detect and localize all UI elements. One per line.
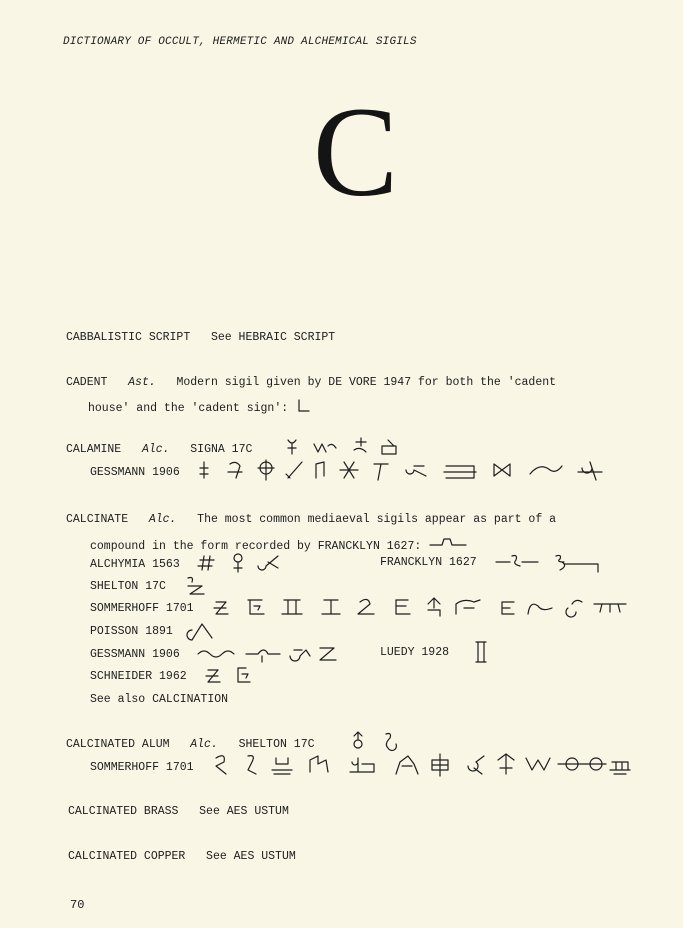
entry-source: SOMMERHOFF 1701: [90, 602, 194, 615]
calcinate-luedy: [380, 646, 449, 659]
calcinate-sigils-gessmann: [196, 642, 346, 666]
francklyn-sigil: [428, 536, 468, 550]
entry-text: house' and the 'cadent sign':: [88, 402, 289, 415]
entry-source: SIGNA 17C: [190, 443, 253, 456]
entry-source: LUEDY 1928: [380, 646, 450, 659]
entry-source: GESSMANN 1906: [90, 466, 180, 479]
section-letter: C: [312, 81, 399, 223]
entry-crossref: See HEBRAIC SCRIPT: [210, 331, 336, 344]
entry-category: Ast.: [128, 376, 156, 389]
calcinate-sigil-poisson: [184, 620, 218, 642]
running-header: DICTIONARY OF OCCULT, HERMETIC AND ALCHEMICAL SIGILS: [63, 36, 417, 48]
entry-calcinated-alum-sommerhoff: [90, 761, 194, 774]
calcinate-alchymia: [90, 558, 180, 571]
entry-term: CALCINATED ALUM: [66, 738, 170, 751]
calamine-sigils-signa: [284, 436, 416, 458]
calcinate-sigils-alchymia: [196, 552, 290, 574]
entry-calcinate: [66, 513, 556, 526]
calamine-sigils-gessmann: [198, 458, 610, 484]
entry-text: Modern sigil given by DE VORE 1947 for both the 'cadent: [176, 376, 557, 389]
calcinate-schneider: [90, 670, 187, 683]
alum-sigils-sommerhoff: [212, 750, 632, 780]
entry-text: The most common mediaeval sigils appear as part of a: [197, 513, 557, 526]
calcinate-poisson: [90, 625, 173, 638]
calcinate-sigils-francklyn: [494, 550, 612, 576]
calcinate-see-also: [90, 693, 228, 706]
entry-term: CABBALISTIC SCRIPT: [66, 331, 191, 344]
entry-calamine-gessmann: [90, 466, 180, 479]
cadent-sigil: [295, 398, 311, 414]
entry-source: POISSON 1891: [90, 625, 173, 638]
entry-crossref: See AES USTUM: [206, 850, 296, 863]
calcinate-francklyn: [380, 556, 477, 569]
calcinate-sigils-sommerhoff: [212, 594, 632, 620]
entry-source: SCHNEIDER 1962: [90, 670, 187, 683]
entry-cabbalistic-script: [66, 331, 335, 344]
entry-source: FRANCKLYN 1627: [380, 556, 477, 569]
entry-source: SOMMERHOFF 1701: [90, 761, 194, 774]
entry-category: Alc.: [141, 443, 170, 456]
entry-source: ALCHYMIA 1563: [90, 558, 180, 571]
entry-calcinated-brass: [68, 805, 289, 818]
entry-term: CALCINATED COPPER: [68, 850, 186, 863]
page-number: 70: [70, 898, 85, 912]
entry-calamine: [66, 443, 252, 456]
entry-term: CALCINATE: [66, 513, 129, 526]
calcinate-sigil-shelton: [184, 574, 212, 596]
entry-cadent: [66, 376, 556, 389]
entry-term: CALAMINE: [66, 443, 122, 456]
entry-category: Alc.: [190, 738, 218, 751]
entry-source: GESSMANN 1906: [90, 648, 180, 661]
entry-term: CALCINATED BRASS: [68, 805, 179, 818]
entry-crossref: See AES USTUM: [199, 805, 289, 818]
calcinate-sigil-luedy: [470, 640, 492, 664]
calcinate-gessmann: [90, 648, 180, 661]
calcinate-sommerhoff: [90, 602, 194, 615]
entry-calcinated-copper: [68, 850, 296, 863]
entry-cadent-cont: [88, 398, 311, 415]
entry-source: SHELTON 17C: [238, 738, 315, 751]
entry-calcinate-cont: [90, 536, 468, 553]
calcinate-shelton: [90, 580, 166, 593]
entry-crossref: See also CALCINATION: [90, 693, 229, 706]
entry-text: compound in the form recorded by FRANCKLYN 1627:: [90, 540, 422, 553]
entry-term: CADENT: [66, 376, 108, 389]
entry-source: SHELTON 17C: [90, 580, 166, 593]
calcinate-sigils-schneider: [204, 664, 256, 686]
entry-category: Alc.: [148, 513, 177, 526]
